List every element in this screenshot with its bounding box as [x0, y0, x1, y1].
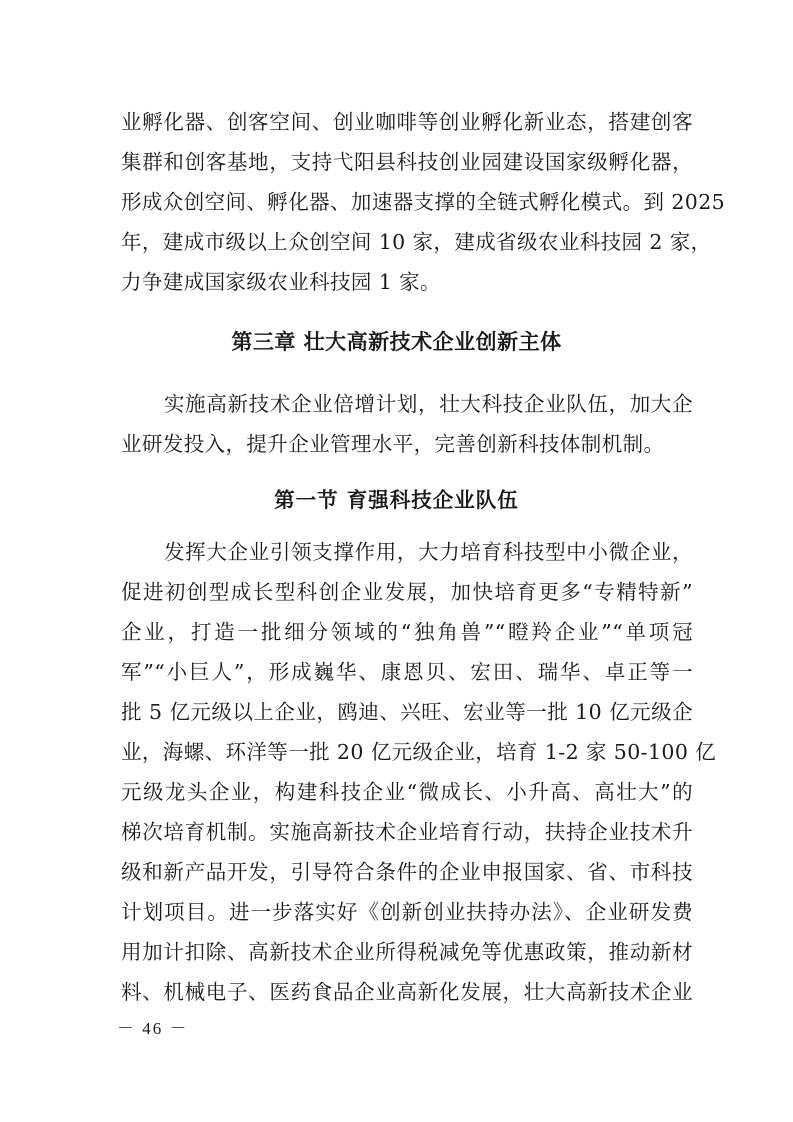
- section-body-line: 计划项目。进一步落实好《创新创业扶持办法》、企业研发费: [121, 900, 693, 924]
- section-body-line: 业，海螺、环洋等一批 20 亿元级企业，培育 1-2 家 50-100 亿: [121, 740, 717, 764]
- section-body-line: 企业，打造一批细分领域的“独角兽”“瞪羚企业”“单项冠: [121, 620, 693, 644]
- paragraph-line: 集群和创客基地，支持弋阳县科技创业园建设国家级孵化器，: [121, 150, 693, 174]
- section-body-line: 梯次培育机制。实施高新技术企业培育行动，扶持企业技术升: [121, 820, 693, 844]
- page-number: － 46 －: [117, 1019, 189, 1038]
- paragraph-line: 年，建成市级以上众创空间 10 家，建成省级农业科技园 2 家，: [121, 230, 712, 254]
- paragraph-line: 业孵化器、创客空间、创业咖啡等创业孵化新业态，搭建创客: [121, 110, 693, 134]
- paragraph-line: 形成众创空间、孵化器、加速器支撑的全链式孵化模式。到 2025: [121, 190, 726, 214]
- section-body-line: 批 5 亿元级以上企业，鸥迪、兴旺、宏业等一批 10 亿元级企: [121, 700, 693, 724]
- chapter-intro-line: 实施高新技术企业倍增计划，壮大科技企业队伍，加大企: [164, 392, 693, 416]
- section-heading: 第一节 育强科技企业队伍: [274, 488, 519, 512]
- section-body-line: 发挥大企业引领支撑作用，大力培育科技型中小微企业，: [164, 540, 693, 564]
- chapter-intro-line: 业研发投入，提升企业管理水平，完善创新科技体制机制。: [121, 432, 665, 456]
- section-body-line: 促进初创型成长型科创企业发展，加快培育更多“专精特新”: [121, 580, 693, 604]
- paragraph-line: 力争建成国家级农业科技园 1 家。: [121, 270, 441, 294]
- chapter-heading: 第三章 壮大高新技术企业创新主体: [231, 330, 562, 354]
- section-body-line: 级和新产品开发，引导符合条件的企业申报国家、省、市科技: [121, 860, 693, 884]
- section-body-line: 料、机械电子、医药食品企业高新化发展，壮大高新技术企业: [121, 980, 693, 1004]
- section-body-line: 军”“小巨人”，形成巍华、康恩贝、宏田、瑞华、卓正等一: [121, 660, 693, 684]
- section-body-line: 元级龙头企业，构建科技企业“微成长、小升高、高壮大”的: [121, 780, 693, 804]
- section-body-line: 用加计扣除、高新技术企业所得税减免等优惠政策，推动新材: [121, 940, 693, 964]
